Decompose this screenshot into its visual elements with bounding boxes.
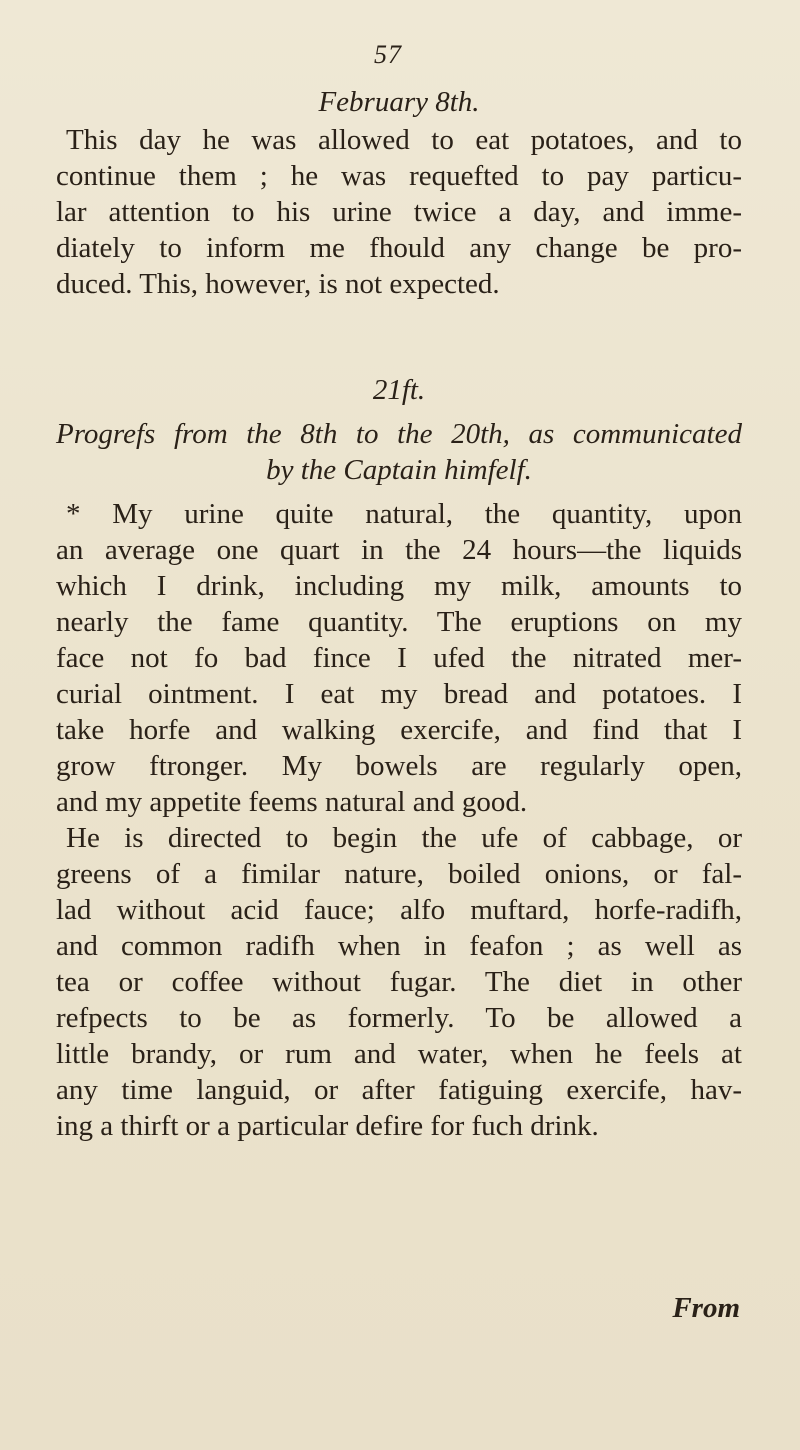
progress-heading-line-1: Progrefs from the 8th to the 20th, as communicated — [56, 418, 742, 450]
date-heading-feb-8 — [56, 84, 742, 120]
text-line: This day he was allowed to eat potatoes, and to — [66, 124, 742, 156]
text-line: * My urine quite natural, the quantity, upon — [66, 498, 742, 530]
heading-suffix: th. — [449, 86, 480, 118]
heading-day: 8 — [435, 86, 450, 118]
text-line: lar attention to his urine twice a day, and imme- — [56, 196, 742, 228]
text-line: nearly the fame quantity. The eruptions on my — [56, 606, 742, 638]
progress-heading-line-2: by the Captain himfelf. — [266, 454, 532, 486]
section-progress — [56, 372, 742, 1144]
text-line: which I drink, including my milk, amounts to — [56, 570, 742, 602]
text-line: diately to inform me fhould any change be pro- — [56, 232, 742, 264]
text-line: greens of a fimilar nature, boiled onions, or fal- — [56, 858, 742, 890]
text-line: and my appetite feems natural and good. — [56, 786, 528, 818]
text-line: He is directed to begin the ufe of cabbage, or — [66, 822, 742, 854]
page-number: 57 — [374, 40, 402, 69]
text-line: take horfe and walking exercife, and find that I — [56, 714, 742, 746]
date-mark-21st: 21ft. — [372, 374, 426, 406]
text-line: tea or coffee without fugar. The diet in other — [56, 966, 742, 998]
text-line: curial ointment. I eat my bread and potatoes. I — [56, 678, 742, 710]
heading-month: February — [318, 86, 428, 118]
text-line: lad without acid fauce; alfo muftard, horfe-radifh, — [56, 894, 742, 926]
text-line: little brandy, or rum and water, when he feels at — [56, 1038, 742, 1070]
text-line: and common radifh when in feafon ; as well as — [56, 930, 742, 962]
text-line: refpects to be as formerly. To be allowed a — [56, 1002, 742, 1034]
catchword: From — [672, 1292, 740, 1324]
text-line: grow ftronger. My bowels are regularly open, — [56, 750, 742, 782]
text-line: face not fo bad fince I ufed the nitrated mer- — [56, 642, 742, 674]
text-line: any time languid, or after fatiguing exercife, hav- — [56, 1074, 742, 1106]
text-line: duced. This, however, is not expected. — [56, 268, 500, 300]
text-line: ing a thirft or a particular defire for fuch drink. — [56, 1110, 599, 1142]
text-line: an average one quart in the 24 hours—the liquids — [56, 534, 742, 566]
section-feb-8 — [56, 84, 742, 302]
text-line: continue them ; he was requefted to pay particu- — [56, 160, 742, 192]
